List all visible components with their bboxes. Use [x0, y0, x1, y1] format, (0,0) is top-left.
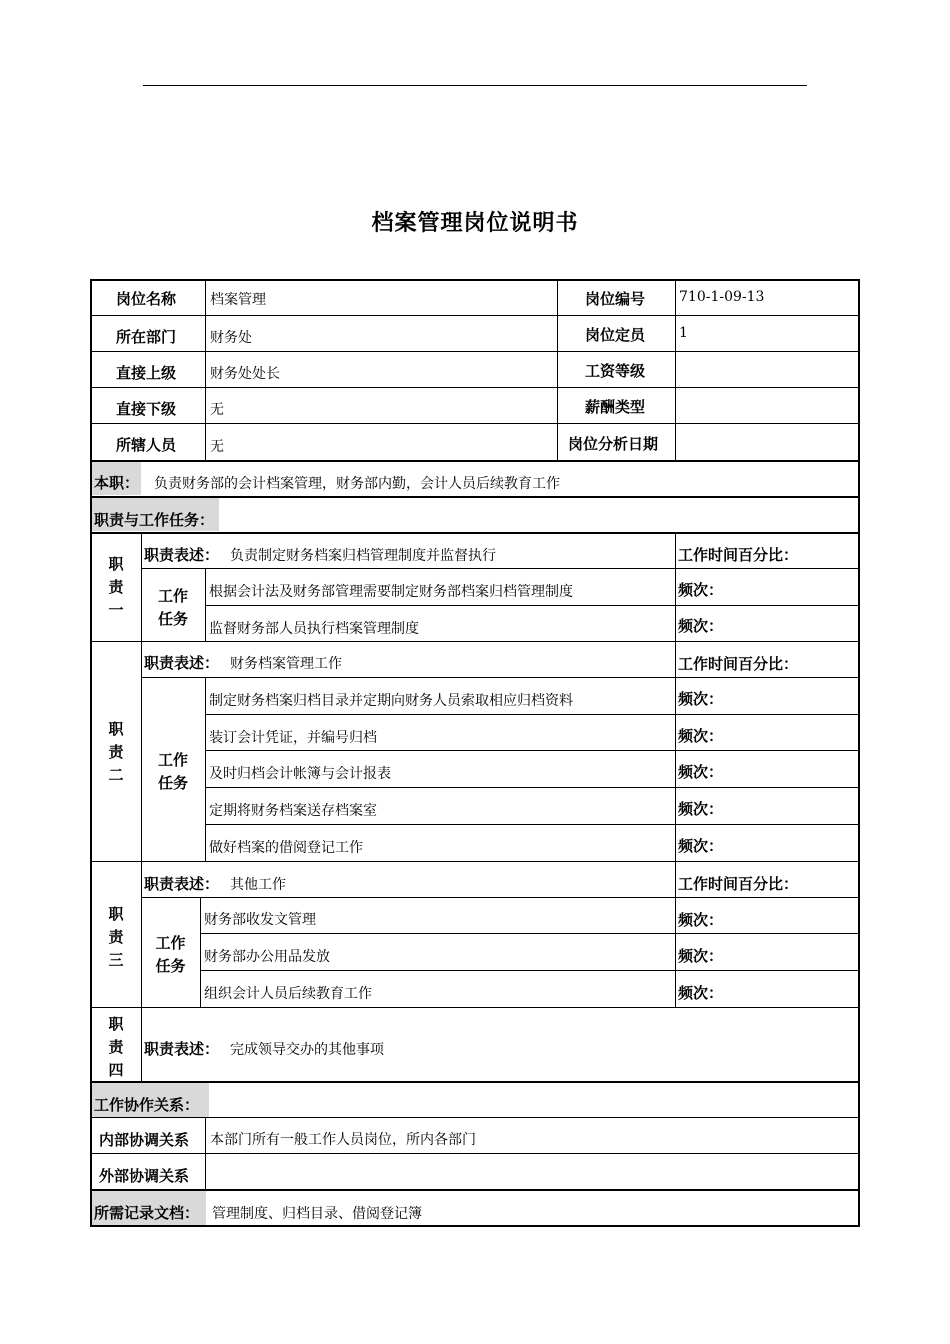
duty3-task-1-freq: 频次：	[678, 911, 724, 929]
records-label: 所需记录文档：	[94, 1204, 200, 1222]
duty3-time-pct-label: 工作时间百分比：	[678, 875, 799, 893]
duty2-task-1: 制定财务档案归档目录并定期向财务人员索取相应归档资料	[209, 693, 573, 709]
duty3-task-2: 财务部办公用品发放	[204, 949, 330, 965]
department-value: 财务处	[210, 330, 252, 346]
duty2-time-pct-label: 工作时间百分比：	[678, 655, 799, 673]
duty1-task-1: 根据会计法及财务部管理需要制定财务部档案归档管理制度	[209, 584, 573, 600]
duty2-task-5-freq: 频次：	[678, 837, 724, 855]
cooperation-header: 工作协作关系：	[94, 1096, 200, 1114]
duty4-label: 职 责 四	[108, 1015, 124, 1079]
duty2-task-2: 装订会计凭证，并编号归档	[209, 730, 377, 746]
salary-grade-label: 工资等级	[585, 362, 646, 380]
duty2-task-4-freq: 频次：	[678, 800, 724, 818]
subordinate-label: 直接下级	[116, 400, 177, 418]
duty2-task-1-freq: 频次：	[678, 690, 724, 708]
duty-main-label: 本职：	[94, 474, 140, 492]
staff-label: 所辖人员	[116, 436, 177, 454]
duty3-desc: 其他工作	[230, 877, 286, 893]
headcount-value: 1	[679, 325, 688, 341]
position-code-value: 710-1-09-13	[679, 289, 765, 305]
pay-type-label: 薪酬类型	[585, 398, 646, 416]
duty1-task-label: 工作 任务	[157, 587, 188, 628]
duty3-task-2-freq: 频次：	[678, 947, 724, 965]
duty3-task-3: 组织会计人员后续教育工作	[204, 986, 372, 1002]
duty2-task-5: 做好档案的借阅登记工作	[209, 840, 363, 856]
duty1-task-2: 监督财务部人员执行档案管理制度	[209, 621, 419, 637]
header-rule	[143, 85, 807, 86]
page-title: 档案管理岗位说明书	[371, 211, 579, 236]
duty1-task-1-freq: 频次：	[678, 581, 724, 599]
duty4-desc: 完成领导交办的其他事项	[230, 1042, 384, 1058]
position-name-value: 档案管理	[210, 292, 266, 308]
duty-main-text: 负责财务部的会计档案管理，财务部内勤，会计人员后续教育工作	[154, 476, 560, 492]
duty4-desc-label: 职责表述：	[144, 1040, 220, 1058]
duty3-task-3-freq: 频次：	[678, 984, 724, 1002]
duty2-task-2-freq: 频次：	[678, 727, 724, 745]
duty2-task-3-freq: 频次：	[678, 763, 724, 781]
duty2-task-label: 工作 任务	[157, 751, 188, 792]
duty3-desc-label: 职责表述：	[144, 875, 220, 893]
analysis-date-label: 岗位分析日期	[568, 435, 659, 453]
duty2-desc: 财务档案管理工作	[230, 656, 342, 672]
superior-label: 直接上级	[116, 364, 177, 382]
duty1-task-2-freq: 频次：	[678, 617, 724, 635]
duty3-task-1: 财务部收发文管理	[204, 912, 316, 928]
headcount-label: 岗位定员	[585, 326, 646, 344]
duty1-desc: 负责制定财务档案归档管理制度并监督执行	[230, 548, 496, 564]
internal-relation-label: 内部协调关系	[99, 1131, 190, 1149]
duty1-time-pct-label: 工作时间百分比：	[678, 546, 799, 564]
duty3-label: 职 责 三	[108, 905, 124, 969]
position-name-label: 岗位名称	[116, 290, 177, 308]
subordinate-value: 无	[210, 402, 224, 418]
department-label: 所在部门	[116, 328, 177, 346]
duty3-task-label: 工作 任务	[155, 934, 186, 975]
duty2-label: 职 责 二	[108, 720, 124, 784]
staff-value: 无	[210, 439, 224, 455]
duties-header: 职责与工作任务：	[94, 511, 215, 529]
position-code-label: 岗位编号	[585, 290, 646, 308]
superior-value: 财务处处长	[210, 366, 280, 382]
duty1-desc-label: 职责表述：	[144, 546, 220, 564]
duty2-desc-label: 职责表述：	[144, 654, 220, 672]
duty2-task-4: 定期将财务档案送存档案室	[209, 803, 377, 819]
records-text: 管理制度、归档目录、借阅登记簿	[212, 1206, 422, 1222]
duty1-label: 职 责 一	[108, 555, 124, 619]
internal-relation-value: 本部门所有一般工作人员岗位，所内各部门	[210, 1132, 476, 1148]
duty2-task-3: 及时归档会计帐簿与会计报表	[209, 766, 391, 782]
external-relation-label: 外部协调关系	[99, 1167, 190, 1185]
